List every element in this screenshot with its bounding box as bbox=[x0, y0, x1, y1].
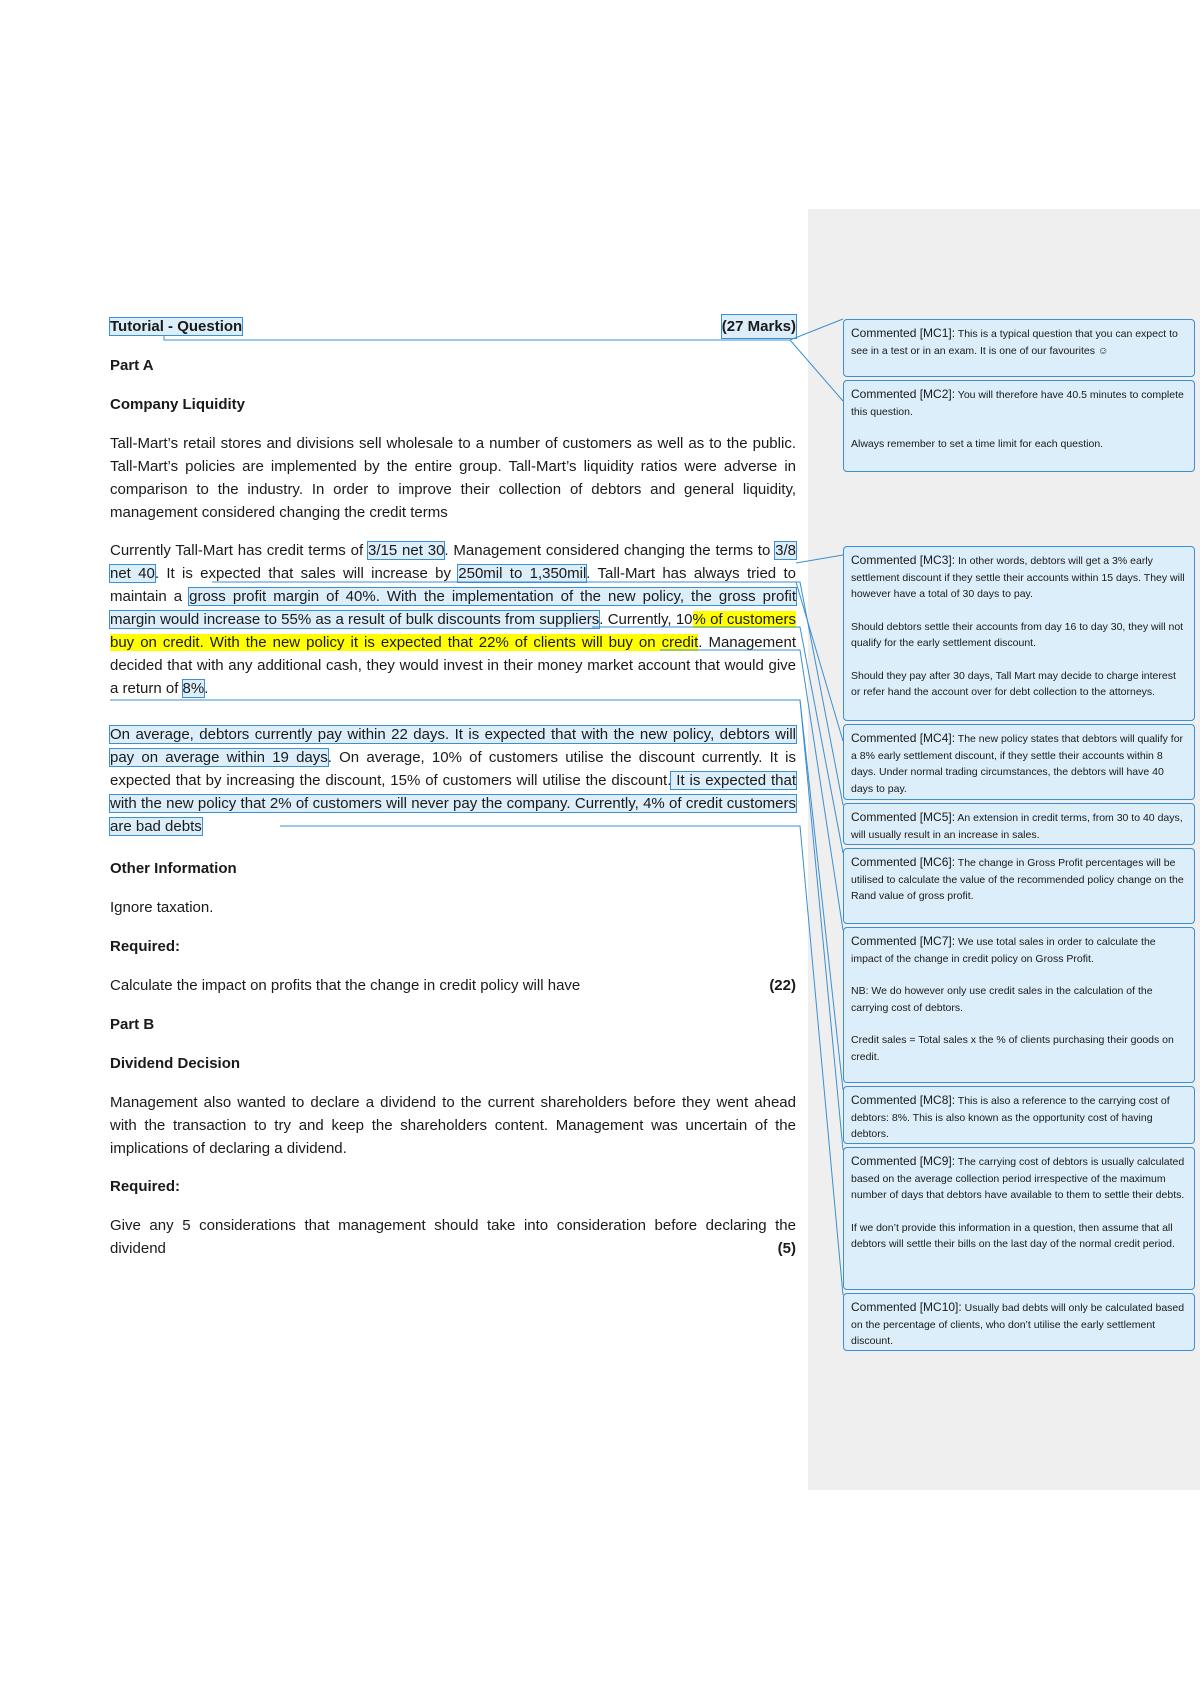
comment-text: This is a typical question that you can expect to see in a test or in an exam. It is one of our favourites ☺ bbox=[851, 328, 1178, 357]
required-heading-1: Required: bbox=[110, 938, 181, 955]
comment-anchor-mc8[interactable]: 8% bbox=[182, 680, 205, 697]
comment-anchor-mc10[interactable]: It is expected that with the new policy that 2% of customers will never pay the company. Currently, 4% of credit customers are bad debts bbox=[110, 772, 796, 835]
comment-mc10[interactable] bbox=[843, 1293, 1195, 1351]
comment-tag: Commented [MC8]: bbox=[851, 1093, 956, 1107]
paragraph-liquidity: Tall-Mart’s retail stores and divisions sell wholesale to a number of customers as well as to the public. Tall-Mart’s policies are implemented by the entire group. Tall-Mart’s liquidity ratios were adverse in comparison to the industry. In order to improve their collection of debtors and general liquidity, management considered changing the credit terms bbox=[110, 435, 796, 521]
comment-tag: Commented [MC10]: bbox=[851, 1300, 962, 1314]
text-run: . Currently, 10 bbox=[599, 611, 693, 628]
comment-anchor-mc6[interactable]: gross profit margin of 40%. With the implementation of the new policy, the gross profit margin would increase to 55% as a result of bulk discounts from suppliers bbox=[110, 588, 797, 628]
requirement-2-text: Give any 5 considerations that management should take into consideration before declaring the dividend bbox=[110, 1217, 796, 1257]
comment-text: Should debtors settle their accounts from day 16 to day 30, they will not qualify for the early settlement discount. bbox=[851, 620, 1184, 649]
paragraph-credit-terms bbox=[110, 539, 796, 700]
comment-text: We use total sales in order to calculate the impact of the change in credit policy on Gross Profit. bbox=[851, 936, 1156, 965]
total-marks[interactable]: (27 Marks) bbox=[722, 315, 796, 338]
comment-tag: Commented [MC4]: bbox=[851, 731, 956, 745]
comment-text: You will therefore have 40.5 minutes to complete this question. bbox=[851, 389, 1184, 418]
comment-mc2[interactable] bbox=[843, 380, 1195, 472]
comment-anchor-mc4[interactable]: 3/8 net 40 bbox=[110, 542, 797, 582]
highlighted-text-mc7[interactable]: % of customers buy on credit. With the new policy it is expected that 22% of clients will buy on credit bbox=[110, 611, 797, 651]
comment-tag: Commented [MC7]: bbox=[851, 934, 956, 948]
comment-text: The change in Gross Profit percentages will be utilised to calculate the value of the recommended policy change on the Rand value of gross profit. bbox=[851, 857, 1184, 902]
paragraph-debtors bbox=[110, 723, 796, 838]
text-run: . It is expected that sales will increase by bbox=[154, 565, 459, 582]
comment-tag: Commented [MC9]: bbox=[851, 1154, 956, 1168]
comment-mc9[interactable] bbox=[843, 1147, 1195, 1290]
comment-tag: Commented [MC6]: bbox=[851, 855, 956, 869]
comment-anchor-mc9[interactable]: On average, debtors currently pay within 22 days. It is expected that with the new policy, debtors will pay on average within 19 days bbox=[110, 726, 796, 766]
comment-text: The carrying cost of debtors is usually calculated based on the average collection period irrespective of the maximum number of days that debtors have available to them to settle their debts. bbox=[851, 1156, 1185, 1201]
requirement-2-marks: (5) bbox=[777, 1240, 796, 1257]
comment-tag: Commented [MC1]: bbox=[851, 326, 956, 340]
comment-mc1[interactable] bbox=[843, 319, 1195, 377]
comment-tag: Commented [MC2]: bbox=[851, 387, 956, 401]
part-a-heading: Part A bbox=[110, 357, 154, 374]
requirement-1-marks: (22) bbox=[769, 977, 796, 994]
part-b-heading: Part B bbox=[110, 1016, 155, 1033]
comment-anchor-mc1[interactable]: Tutorial - Question bbox=[110, 318, 243, 335]
comment-mc8[interactable] bbox=[843, 1086, 1195, 1144]
comment-tag: Commented [MC3]: bbox=[851, 553, 956, 567]
text-run: . bbox=[204, 680, 209, 697]
comment-text: The new policy states that debtors will qualify for a 8% early settlement discount, if they settle their accounts within 8 days. Under normal trading circumstances, the debtors will have 40 days to pay. bbox=[851, 733, 1184, 795]
company-liquidity-heading: Company Liquidity bbox=[110, 396, 245, 413]
text-run: Currently Tall-Mart has credit terms of bbox=[110, 542, 368, 559]
paragraph-dividend: Management also wanted to declare a dividend to the current shareholders before they went ahead with the transaction to try and keep the shareholders content. Management was uncertain of the implications of declaring a dividend. bbox=[110, 1094, 796, 1157]
comment-text: NB: We do however only use credit sales in the calculation of the carrying cost of debtors. bbox=[851, 985, 1153, 1014]
comment-text: Credit sales = Total sales x the % of clients purchasing their goods on credit. bbox=[851, 1034, 1174, 1063]
requirement-1-text: Calculate the impact on profits that the change in credit policy will have bbox=[110, 977, 581, 994]
comment-text: Always remember to set a time limit for each question. bbox=[851, 438, 1104, 450]
text-run: . Tall-Mart has always tried to maintain a bbox=[110, 565, 796, 605]
comment-text: This is also a reference to the carrying cost of debtors: 8%. This is also known as the opportunity cost of having debtors. bbox=[851, 1095, 1170, 1140]
comment-text: Should they pay after 30 days, Tall Mart may decide to charge interest or refer hand the account over for debt collection to the attorneys. bbox=[851, 669, 1176, 698]
text-run: . Management decided that with any additional cash, they would invest in their money market account that would give a return of bbox=[110, 634, 796, 697]
comment-mc3[interactable] bbox=[843, 546, 1195, 721]
requirement-1-row bbox=[110, 974, 796, 997]
requirement-2-block bbox=[110, 1214, 796, 1260]
text-run: . Management considered changing the terms to bbox=[444, 542, 776, 559]
comment-mc5[interactable] bbox=[843, 803, 1195, 845]
comment-mc6[interactable] bbox=[843, 848, 1195, 924]
title-row bbox=[110, 315, 796, 338]
other-information-heading: Other Information bbox=[110, 860, 237, 877]
dividend-decision-heading: Dividend Decision bbox=[110, 1055, 241, 1072]
comment-anchor-mc5[interactable]: 250mil to 1,350mil bbox=[458, 565, 587, 582]
comment-text: In other words, debtors will get a 3% early settlement discount if they settle their accounts within 15 days. They will however have a total of 30 days to pay. bbox=[851, 555, 1185, 600]
comment-mc7[interactable] bbox=[843, 927, 1195, 1083]
comment-mc4[interactable] bbox=[843, 724, 1195, 800]
comment-anchor-mc3[interactable]: 3/15 net 30 bbox=[368, 542, 445, 559]
ignore-taxation-text: Ignore taxation. bbox=[110, 899, 214, 916]
required-heading-2: Required: bbox=[110, 1178, 181, 1195]
text-run: . On average, 10% of customers utilise the discount currently. It is expected that by increasing the discount, 15% of customers will utilise the discount. bbox=[110, 749, 797, 789]
comment-text: Usually bad debts will only be calculated based on the percentage of clients, who don’t utilise the early settlement discount. bbox=[851, 1302, 1185, 1347]
comment-text: If we don’t provide this information in a question, then assume that all debtors will settle their bills on the last day of the normal credit period. bbox=[851, 1221, 1175, 1250]
comment-text: An extension in credit terms, from 30 to 40 days, will usually result in an increase in sales. bbox=[851, 812, 1183, 841]
comment-tag: Commented [MC5]: bbox=[851, 810, 956, 824]
document-title bbox=[110, 315, 242, 338]
